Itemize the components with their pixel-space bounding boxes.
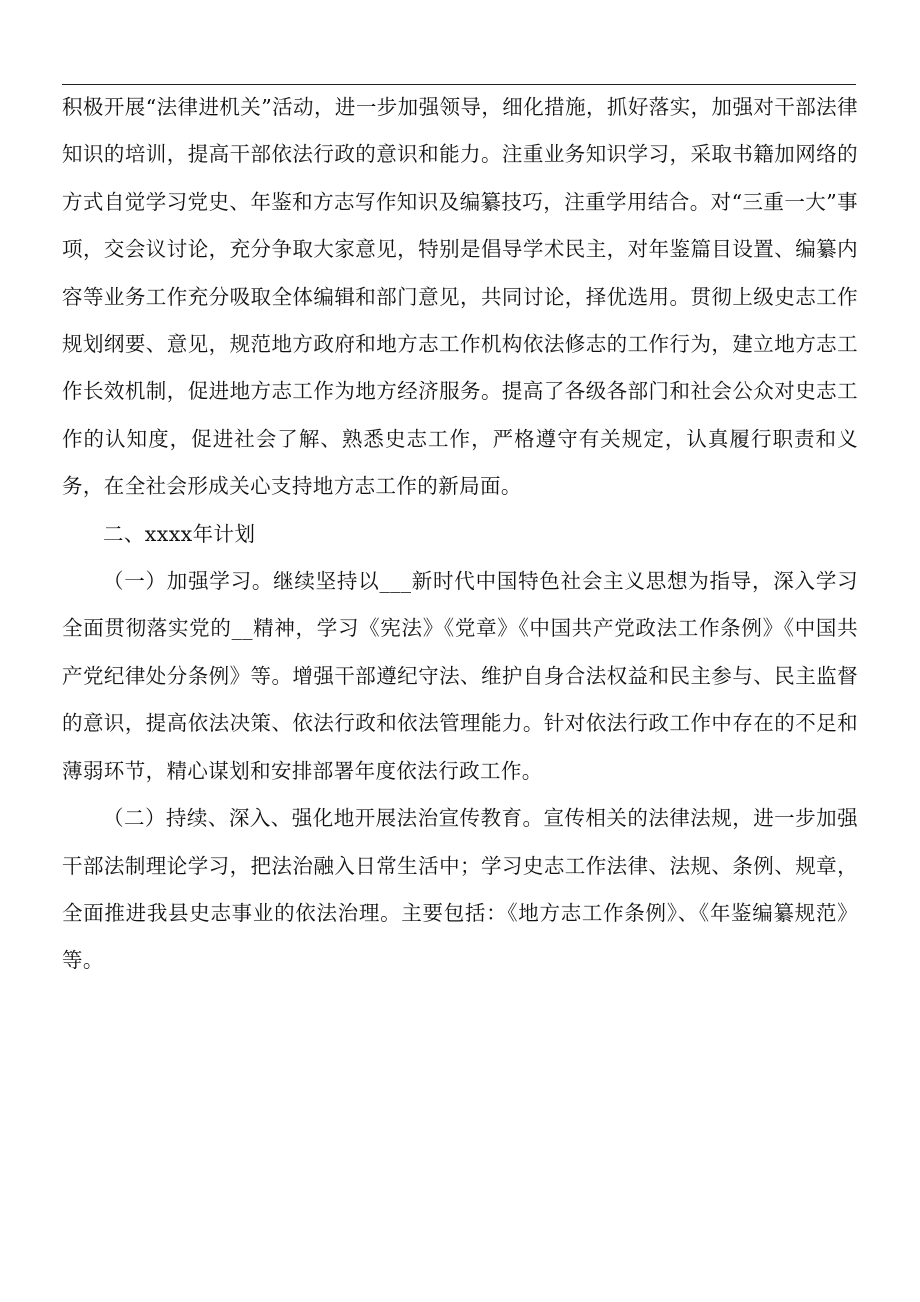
paragraph-study: （一）加强学习。继续坚持以___新时代中国特色社会主义思想为指导，深入学习全面贯彻落实党的__精神，学习《宪法》《党章》《中国共产党政法工作条例》《中国共产党纪律处分条例》等。增强干部遵纪守法、维护自身合法权益和民主参与、民主监督的意识，提高依法决策、依法行政和依法管理能力。针对依法行政工作中存在的不足和薄弱环节，精心谋划和安排部署年度依法行政工作。 [62,569,858,783]
document-body [62,84,858,985]
paragraph-continuation: 积极开展“法律进机关”活动，进一步加强领导，细化措施，抓好落实，加强对干部法律知识的培训，提高干部依法行政的意识和能力。注重业务知识学习，采取书籍加网络的方式自觉学习党史、年鉴和方志写作知识及编纂技巧，注重学用结合。对“三重一大”事项，交会议讨论，充分争取大家意见，特别是倡导学术民主，对年鉴篇目设置、编纂内容等业务工作充分吸取全体编辑和部门意见，共同讨论，择优选用。贯彻上级史志工作规划纲要、意见，规范地方政府和地方志工作机构依法修志的工作行为，建立地方志工作长效机制，促进地方志工作为地方经济服务。提高了各级各部门和社会公众对史志工作的认知度，促进社会了解、熟悉史志工作，严格遵守有关规定，认真履行职责和义务，在全社会形成关心支持地方志工作的新局面。 [62,95,858,499]
paragraph-legal-education: （二）持续、深入、强化地开展法治宣传教育。宣传相关的法律法规，进一步加强干部法制理论学习，把法治融入日常生活中；学习史志工作法律、法规、条例、规章，全面推进我县史志事业的依法治理。主要包括：《地方志工作条例》、《年鉴编纂规范》等。 [62,806,858,973]
section-heading-plan: 二、xxxx年计划 [103,521,256,546]
